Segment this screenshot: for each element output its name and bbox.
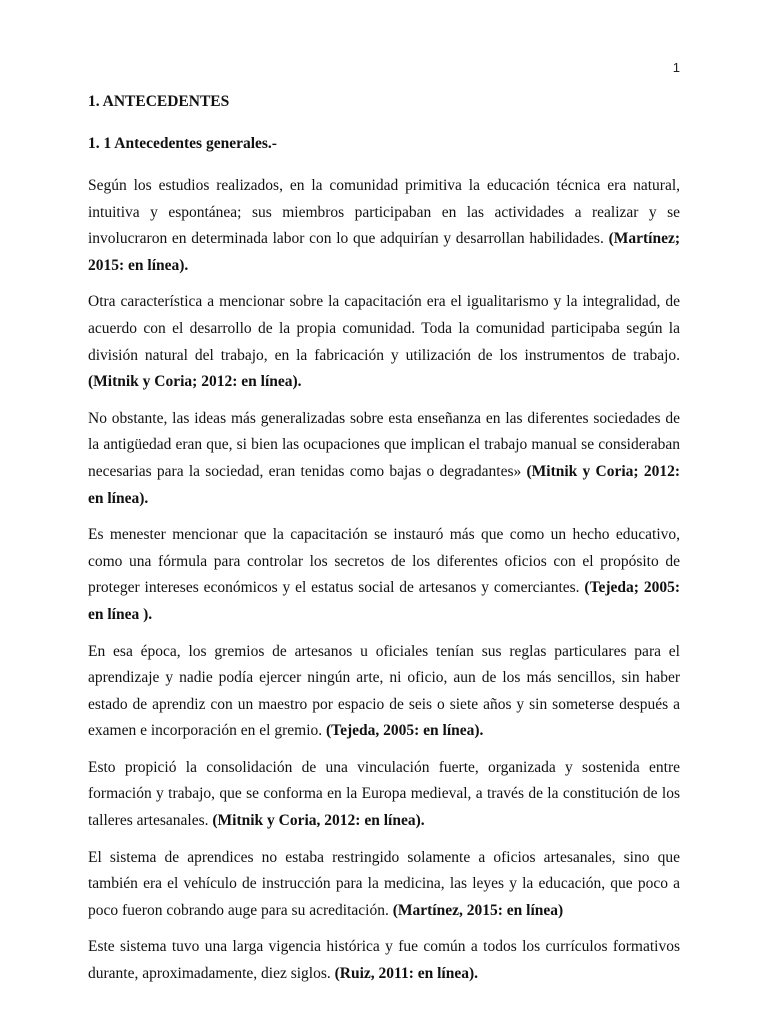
paragraph-citation: (Tejeda; 2005: en línea ). xyxy=(88,579,680,623)
paragraph-text: El sistema de aprendices no estaba restringido solamente a oficios artesanales, sino que también era el vehículo de instrucción para la medicina, las leyes y la educación, que poco a poco fueron cobrando auge para su acreditación. xyxy=(88,848,680,919)
paragraph-text: Según los estudios realizados, en la comunidad primitiva la educación técnica era natural, intuitiva y espontánea; sus miembros participaban en las actividades a realizar y se involucraron en determinada labor con lo que adquirían y desarrollan habilidades. xyxy=(88,177,680,248)
paragraph xyxy=(88,406,680,512)
paragraph-text: No obstante, las ideas más generalizadas sobre esta enseñanza en las diferentes sociedades de la antigüedad eran que, si bien las ocupaciones que implican el trabajo manual se consideraban necesarias para la sociedad, eran tenidas como bajas o degradantes» xyxy=(88,409,680,480)
paragraph-citation: (Mitnik y Coria; 2012: en línea). xyxy=(88,462,680,507)
paragraph-text: Este sistema tuvo una larga vigencia histórica y fue común a todos los currículos formativos durante, aproximadamente, diez siglos. xyxy=(88,938,680,983)
page-number: 1 xyxy=(672,60,680,75)
paragraph-citation: (Mitnik y Coria; 2012: en línea). xyxy=(88,373,302,391)
paragraph-citation: (Martínez; 2015: en línea). xyxy=(88,230,680,274)
paragraph-citation: (Ruiz, 2011: en línea). xyxy=(334,965,479,983)
paragraph-citation: (Mitnik y Coria, 2012: en línea). xyxy=(212,812,425,830)
paragraph-text: En esa época, los gremios de artesanos u oficiales tenían sus reglas particulares para el aprendizaje y nadie podía ejercer ningún arte, ni oficio, aun de los más sencillos, sin haber estado de aprendiz con un maestro por espacio de seis o siete años y sin someterse después a examen e incorporación en el gremio. xyxy=(88,642,680,740)
paragraph-text: Esto propició la consolidación de una vinculación fuerte, organizada y sostenida entre formación y trabajo, que se conforma en la Europa medieval, a través de la constitución de los talleres artesanales. xyxy=(88,758,680,830)
paragraph xyxy=(88,755,680,835)
section-heading: 1. ANTECEDENTES xyxy=(88,93,230,110)
paragraph xyxy=(88,639,680,745)
document-body xyxy=(88,92,680,998)
paragraph-citation: (Martínez, 2015: en línea) xyxy=(392,901,564,919)
paragraph xyxy=(88,845,680,925)
paragraph-citation: (Tejeda, 2005: en línea). xyxy=(326,722,484,740)
paragraph-text: Es menester mencionar que la capacitación se instauró más que como un hecho educativo, como una fórmula para controlar los secretos de los diferentes oficios con el propósito de proteger intereses económicos y el estatus social de artesanos y comerciantes. xyxy=(88,526,680,597)
paragraph xyxy=(88,173,680,279)
paragraph xyxy=(88,289,680,395)
paragraph xyxy=(88,934,680,987)
paragraph xyxy=(88,522,680,628)
paragraph-text: Otra característica a mencionar sobre la capacitación era el igualitarismo y la integralidad, de acuerdo con el desarrollo de la propia comunidad. Toda la comunidad participaba según la división natural del trabajo, en la fabricación y utilización de los instrumentos de trabajo. xyxy=(88,293,680,364)
subsection-heading: 1. 1 Antecedentes generales.- xyxy=(88,135,277,152)
